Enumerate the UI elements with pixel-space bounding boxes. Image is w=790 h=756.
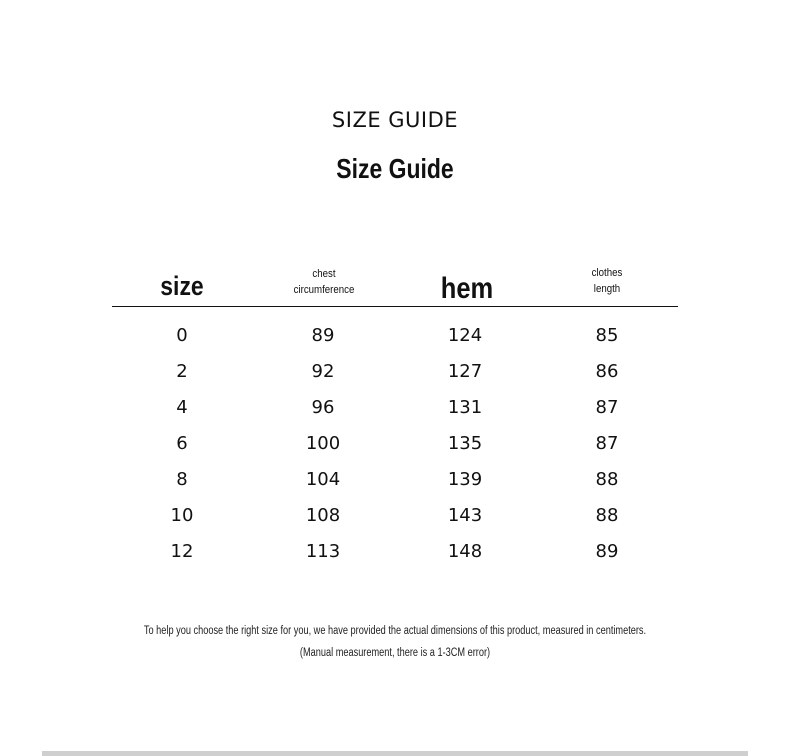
- cell-size: 12: [170, 541, 194, 562]
- table-row: [112, 320, 678, 356]
- cell-hem: 131: [447, 397, 483, 418]
- table-row: [112, 536, 678, 572]
- cell-length: 88: [595, 505, 619, 526]
- cell-size: 6: [176, 433, 188, 454]
- cell-length: 85: [595, 325, 619, 346]
- cell-hem: 124: [447, 325, 483, 346]
- cell-hem: 148: [447, 541, 483, 562]
- cell-size: 8: [176, 469, 188, 490]
- table-row: [112, 464, 678, 500]
- column-header-label: hem: [440, 272, 494, 305]
- measurement-error-note: (Manual measurement, there is a 1-3CM error): [299, 647, 491, 659]
- measurement-note: To help you choose the right size for you, we have provided the actual dimensions of this product, measured in centimeters.: [143, 625, 647, 637]
- table-row: [112, 428, 678, 464]
- cell-hem: 139: [447, 469, 483, 490]
- column-header-label: clothes: [591, 267, 623, 279]
- table-row: [112, 392, 678, 428]
- column-header-label: size: [160, 271, 204, 301]
- cell-hem: 127: [447, 361, 483, 382]
- cell-chest: 92: [311, 361, 335, 382]
- cell-hem: 135: [447, 433, 483, 454]
- cell-length: 89: [595, 541, 619, 562]
- table-row: [112, 356, 678, 392]
- cell-length: 88: [595, 469, 619, 490]
- cell-chest: 108: [305, 505, 341, 526]
- column-header-label: length: [593, 283, 621, 295]
- column-header-hem: [425, 272, 510, 306]
- cell-chest: 104: [305, 469, 341, 490]
- cell-size: 10: [170, 505, 194, 526]
- column-header-length: [572, 265, 642, 297]
- cell-length: 87: [595, 433, 619, 454]
- table-header: [112, 258, 678, 307]
- cell-length: 87: [595, 397, 619, 418]
- cell-size: 4: [176, 397, 188, 418]
- cell-size: 2: [176, 361, 188, 382]
- size-table: [112, 258, 678, 572]
- cell-chest: 96: [311, 397, 335, 418]
- column-header-size: [148, 271, 216, 302]
- column-header-chest: [271, 266, 377, 298]
- cell-length: 86: [595, 361, 619, 382]
- column-header-label: circumference: [293, 284, 355, 296]
- table-body: [112, 320, 678, 572]
- cell-chest: 100: [305, 433, 341, 454]
- cell-chest: 113: [305, 541, 341, 562]
- cell-hem: 143: [447, 505, 483, 526]
- title-upper: SIZE GUIDE: [331, 108, 459, 132]
- column-header-label: chest: [312, 268, 336, 280]
- cell-size: 0: [176, 325, 188, 346]
- bottom-divider: [42, 751, 748, 756]
- table-row: [112, 500, 678, 536]
- page-title: Size Guide: [336, 153, 454, 184]
- cell-chest: 89: [311, 325, 335, 346]
